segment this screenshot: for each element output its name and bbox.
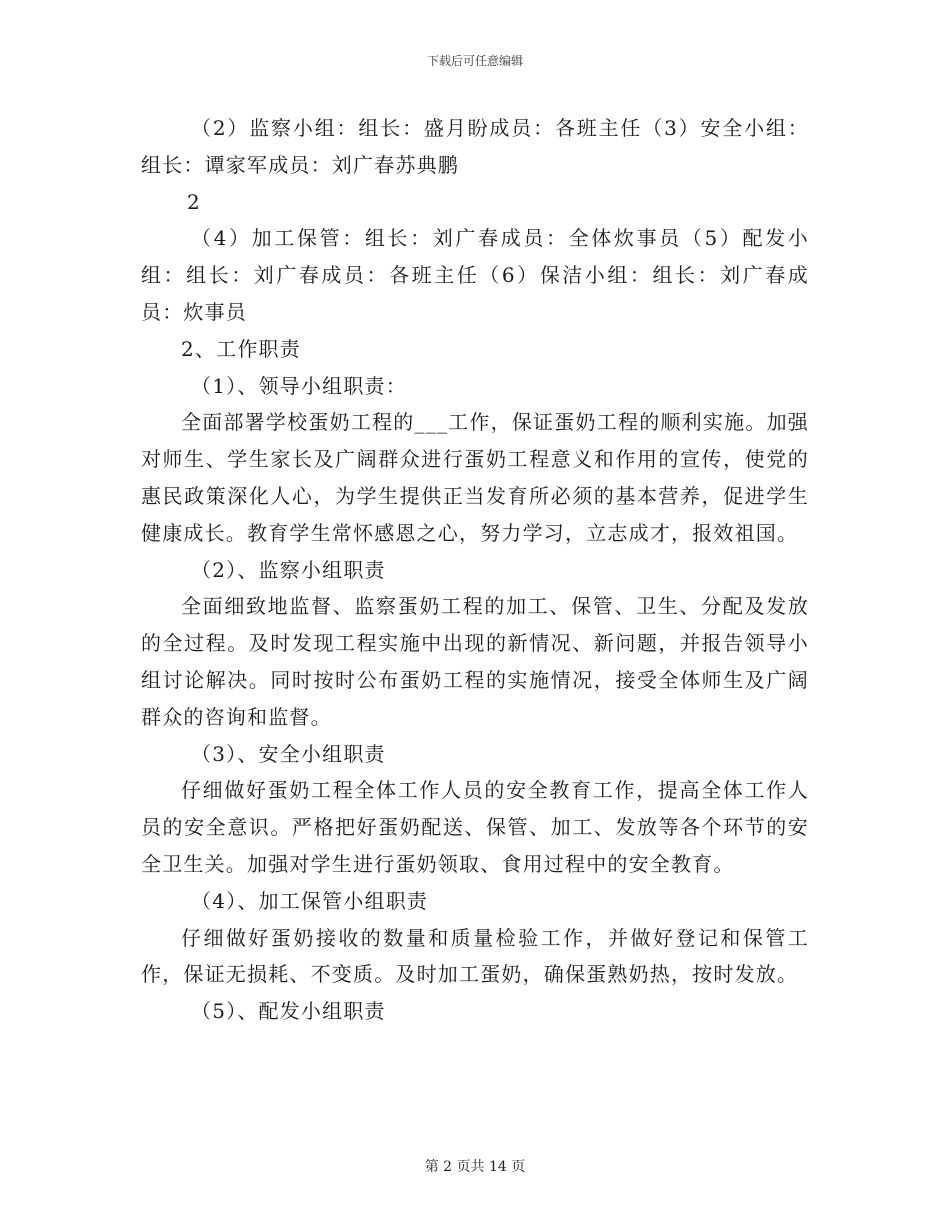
- paragraph-leadership-duties: 全面部署学校蛋奶工程的___工作，保证蛋奶工程的顺利实施。加强对师生、学生家长及广阔群众进行蛋奶工程意义和作用的宣传，使党的惠民政策深化人心，为学生提供正当发育所必须的基本营养，促进学生健康成长。教育学生常怀感恩之心，努力学习，立志成才，报效祖国。: [141, 410, 809, 545]
- section-heading-work-duties: 2、工作职责: [181, 336, 301, 361]
- subheading-supervision-duties: （2）、监察小组职责: [191, 557, 386, 582]
- page-footer: 第 2 页共 14 页: [424, 1159, 526, 1175]
- subheading-distribution-duties: （5）、配发小组职责: [191, 999, 386, 1024]
- subheading-leadership-duties: （1）、领导小组职责：: [191, 373, 407, 398]
- subheading-safety-duties: （3）、安全小组职责: [191, 741, 386, 766]
- paragraph-processing-distribution-cleaning-groups: （4）加工保管：组长：刘广春成员：全体炊事员（5）配发小组：组长：刘广春成员：各班主任（6）保洁小组：组长：刘广春成员：炊事员: [141, 226, 809, 324]
- paragraph-supervision-safety-groups: （2）监察小组：组长：盛月盼成员：各班主任（3）安全小组：组长：谭家军成员：刘广春苏典鹏: [141, 116, 809, 177]
- paragraph-safety-duties: 仔细做好蛋奶工程全体工作人员的安全教育工作，提高全体工作人员的安全意识。严格把好蛋奶配送、保管、加工、发放等各个环节的安全卫生关。加强对学生进行蛋奶领取、食用过程中的安全教育。: [141, 778, 809, 876]
- page-header: 下载后可任意编辑: [426, 54, 523, 68]
- paragraph-processing-storage-duties: 仔细做好蛋奶接收的数量和质量检验工作，并做好登记和保管工作，保证无损耗、不变质。及时加工蛋奶，确保蛋熟奶热，按时发放。: [141, 925, 809, 987]
- subheading-processing-storage-duties: （4）、加工保管小组职责: [191, 888, 429, 913]
- inline-page-marker: 2: [187, 189, 201, 214]
- paragraph-supervision-duties: 全面细致地监督、监察蛋奶工程的加工、保管、卫生、分配及发放的全过程。及时发现工程实施中出现的新情况、新问题，并报告领导小组讨论解决。同时按时公布蛋奶工程的实施情况，接受全体师生及广阔群众的咨询和监督。: [141, 594, 809, 729]
- document-body: [141, 110, 809, 1030]
